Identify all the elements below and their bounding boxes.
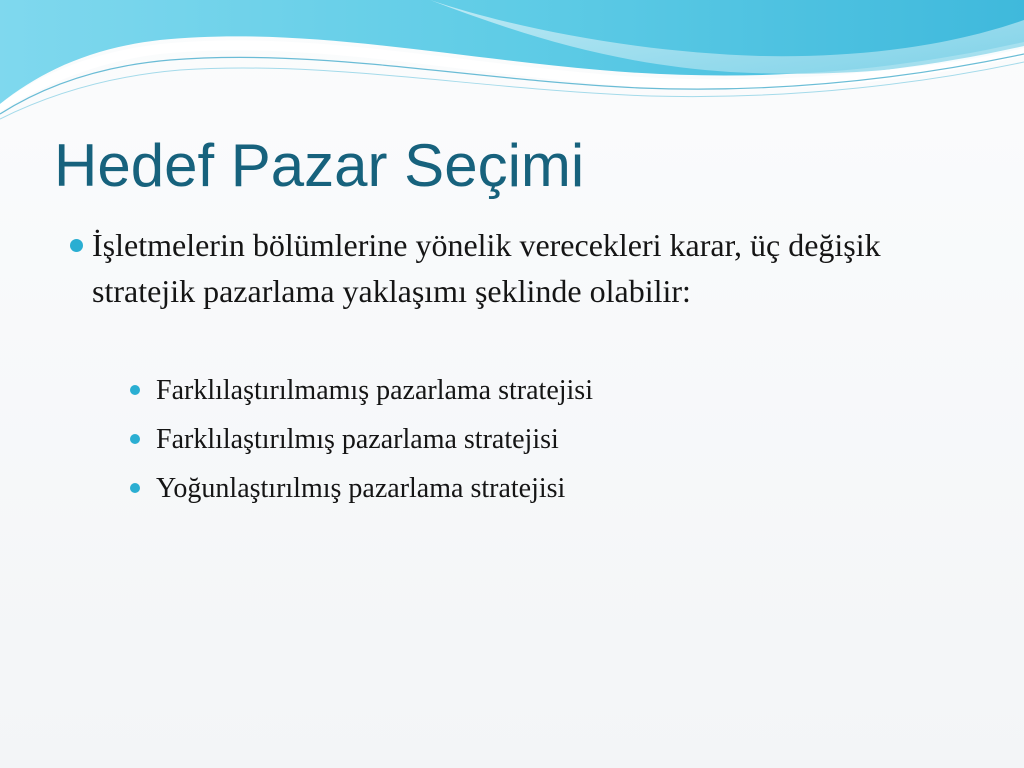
slide-title: Hedef Pazar Seçimi <box>54 132 585 199</box>
bullet-dot-icon <box>70 239 83 252</box>
sub-bullet-text: Yoğunlaştırılmış pazarlama stratejisi <box>156 473 566 504</box>
sub-bullet-item <box>128 464 970 513</box>
sub-bullet-item <box>128 366 970 415</box>
wave-header-decoration <box>0 0 1024 130</box>
sub-bullet-text: Farklılaştırılmış pazarlama stratejisi <box>156 424 559 455</box>
sub-bullet-item <box>128 415 970 464</box>
bullet-item <box>70 222 970 513</box>
bullet-text: İşletmelerin bölümlerine yönelik verecekleri karar, üç değişik stratejik pazarlama yaklaşımı şeklinde olabilir: <box>92 227 881 309</box>
bullet-dot-icon <box>130 434 140 444</box>
bullet-dot-icon <box>130 385 140 395</box>
sub-bullet-list <box>92 366 970 513</box>
bullet-dot-icon <box>130 483 140 493</box>
bullet-list <box>70 222 970 513</box>
sub-bullet-text: Farklılaştırılmamış pazarlama stratejisi <box>156 375 593 406</box>
